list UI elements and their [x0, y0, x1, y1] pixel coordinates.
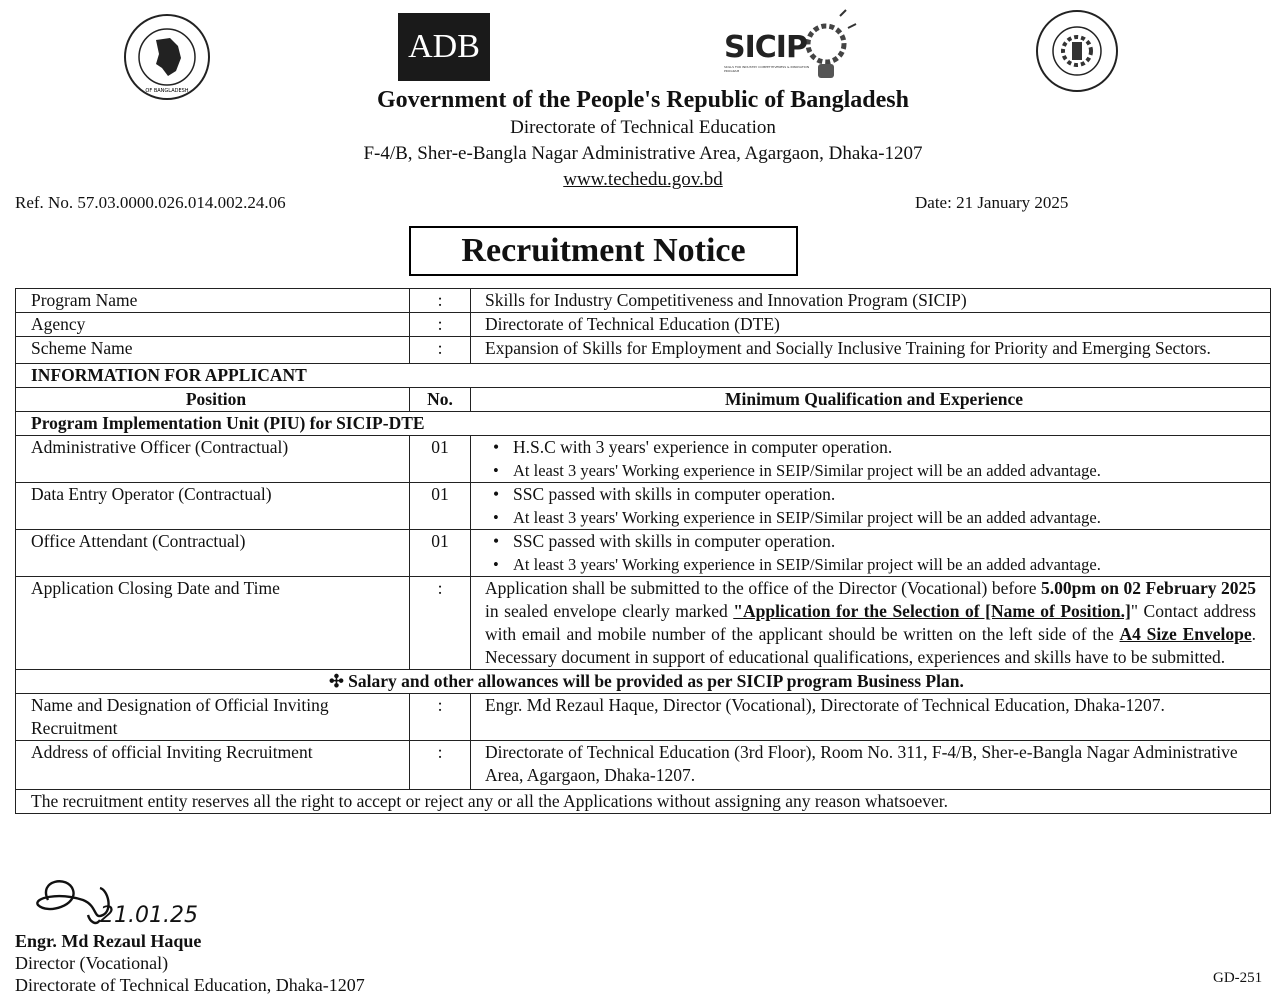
gd-code: GD-251	[1213, 970, 1263, 986]
official-name-value: Engr. Md Rezaul Haque, Director (Vocational), Directorate of Technical Education, Dhaka-1207.	[471, 694, 1271, 741]
position-row	[16, 483, 1271, 530]
qualification-item: • At least 3 years' Working experience in SEIP/Similar project will be an added advantage.	[513, 506, 1262, 529]
gear-emblem-icon	[1038, 12, 1116, 90]
qualification-list	[485, 483, 1262, 529]
qualification-item: • SSC passed with skills in computer operation.	[513, 530, 1262, 553]
notice-date: Date: 21 January 2025	[915, 193, 1069, 212]
handwritten-signature	[28, 870, 228, 936]
position-title: Administrative Officer (Contractual)	[16, 436, 410, 483]
program-name-value: Skills for Industry Competitiveness and Innovation Program (SICIP)	[471, 289, 1271, 313]
scheme-name-label: Scheme Name	[16, 337, 410, 364]
qualification-item: • At least 3 years' Working experience in SEIP/Similar project will be an added advantage.	[513, 459, 1262, 482]
svg-text:OF BANGLADESH: OF BANGLADESH	[145, 88, 189, 94]
colon: :	[410, 741, 471, 790]
qualification-item: • At least 3 years' Working experience in SEIP/Similar project will be an added advantage.	[513, 553, 1262, 576]
sicip-logo	[722, 8, 868, 86]
qualification-item: • H.S.C with 3 years' experience in computer operation.	[513, 436, 1262, 459]
signature-date: 21.01.25	[100, 903, 198, 928]
government-title: Government of the People's Republic of Bangladesh	[377, 87, 909, 113]
column-position-header: Position	[16, 388, 410, 412]
signatory-office: Directorate of Technical Education, Dhaka-1207	[15, 975, 365, 995]
position-title: Office Attendant (Contractual)	[16, 530, 410, 577]
unit-heading: Program Implementation Unit (PIU) for SICIP-DTE	[16, 412, 1271, 436]
disclaimer: The recruitment entity reserves all the right to accept or reject any or all the Applications without assigning any reason whatsoever.	[16, 790, 1271, 814]
program-name-label: Program Name	[16, 289, 410, 313]
agency-value: Directorate of Technical Education (DTE)	[471, 313, 1271, 337]
salary-note: ✣ Salary and other allowances will be provided as per SICIP program Business Plan.	[16, 670, 1271, 694]
signatory-name: Engr. Md Rezaul Haque	[15, 931, 202, 951]
recruitment-table	[15, 288, 1271, 814]
dte-seal	[1036, 10, 1118, 92]
qualification-list	[485, 530, 1262, 576]
colon: :	[410, 577, 471, 670]
adb-logo-text: ADB	[408, 28, 480, 65]
info-for-applicant-heading: INFORMATION FOR APPLICANT	[16, 364, 1271, 388]
office-address: F-4/B, Sher-e-Bangla Nagar Administrative Area, Agargaon, Dhaka-1207	[363, 143, 923, 164]
sicip-logo-text: SICIP	[724, 30, 807, 65]
envelope-marking: "Application for the Selection of [Name of Position.]	[733, 601, 1131, 621]
notice-title: Recruitment Notice	[409, 226, 798, 276]
colon: :	[410, 289, 471, 313]
scheme-name-value: Expansion of Skills for Employment and Socially Inclusive Training for Priority and Emerging Sectors.	[471, 337, 1271, 364]
column-no-header: No.	[410, 388, 471, 412]
column-qualification-header: Minimum Qualification and Experience	[471, 388, 1271, 412]
colon: :	[410, 313, 471, 337]
qualification-item: • SSC passed with skills in computer operation.	[513, 483, 1262, 506]
position-title: Data Entry Operator (Contractual)	[16, 483, 410, 530]
position-count: 01	[410, 436, 471, 483]
official-address-value: Directorate of Technical Education (3rd Floor), Room No. 311, F-4/B, Sher-e-Bangla Nagar Administrative Area, Agargaon, Dhaka-1207.	[471, 741, 1271, 790]
envelope-size: A4 Size Envelope	[1119, 624, 1252, 644]
position-count: 01	[410, 483, 471, 530]
qualification-list	[485, 436, 1262, 482]
official-address-label: Address of official Inviting Recruitment	[16, 741, 410, 790]
position-count: 01	[410, 530, 471, 577]
position-row	[16, 436, 1271, 483]
agency-label: Agency	[16, 313, 410, 337]
colon: :	[410, 694, 471, 741]
position-row	[16, 530, 1271, 577]
official-name-label: Name and Designation of Official Inviting Recruitment	[16, 694, 410, 741]
sicip-logo-subtitle: SKILLS FOR INDUSTRY COMPETITIVENESS & INNOVATION PROGRAM	[724, 65, 810, 73]
deadline: 5.00pm on 02 February 2025	[1041, 578, 1256, 598]
adb-logo	[398, 13, 490, 81]
closing-instructions: Application shall be submitted to the office of the Director (Vocational) before 5.00pm on 02 February 2025 in sealed envelope clearly marked "Application for the Selection of [Name of Position.]" Contact address with email and mobile number of the applicant should be written on the left side of the A4 Size Envelope. Necessary document in support of educational qualifications, experiences and skills have to be submitted.	[471, 577, 1271, 670]
bangladesh-map-icon	[126, 16, 208, 98]
colon: :	[410, 337, 471, 364]
closing-date-label: Application Closing Date and Time	[16, 577, 410, 670]
website-link[interactable]: www.techedu.gov.bd	[563, 169, 723, 190]
reference-number: Ref. No. 57.03.0000.026.014.002.24.06	[15, 193, 286, 212]
signatory-designation: Director (Vocational)	[15, 953, 169, 973]
directorate-name: Directorate of Technical Education	[510, 117, 776, 138]
